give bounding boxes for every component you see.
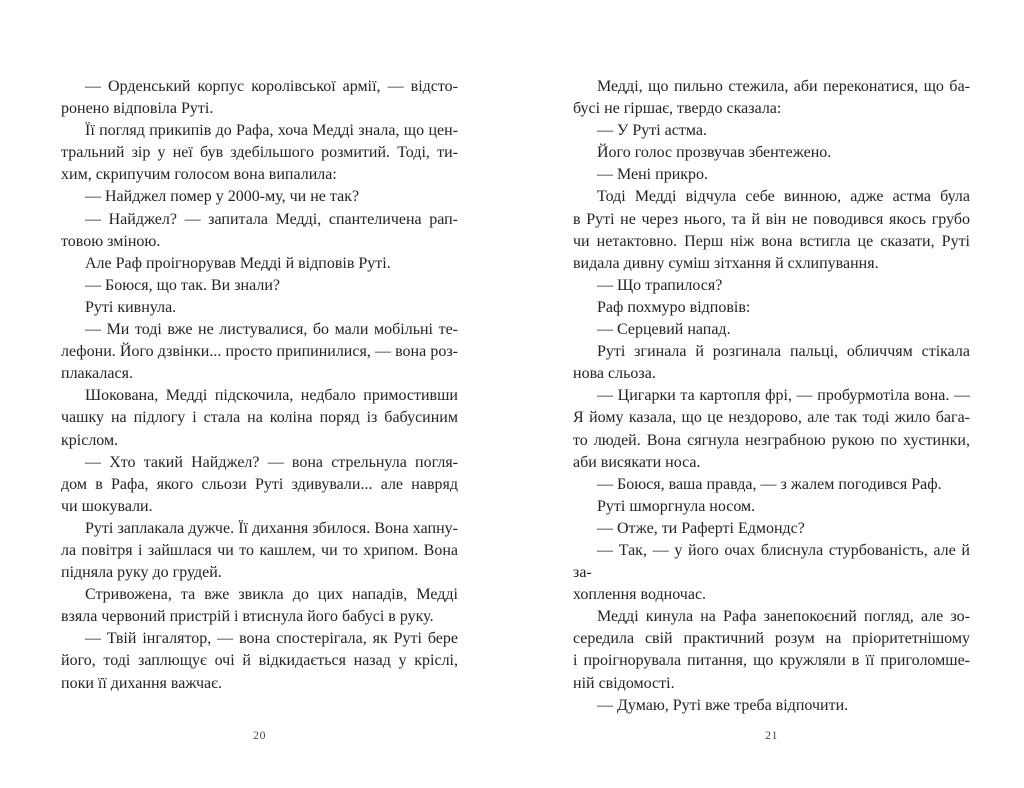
text-line: Руті шморгнула носом. <box>597 497 756 515</box>
left-page-text <box>61 76 458 695</box>
text-line: — Так, — у його очах блиснула стурбованість, але й за- <box>573 541 970 582</box>
text-line: Руті кивнула. <box>85 298 177 316</box>
text-line: Тоді Медді відчула себе винною, адже астма була <box>597 188 970 206</box>
text-line: плакалася. <box>61 365 133 383</box>
text-line: ла повітря і зайшлася чи то кашлем, чи то хрипом. Вона <box>61 541 458 559</box>
text-line: то людей. Вона сягнула незграбною рукою по хустинки, <box>573 431 970 449</box>
text-line: — Серцевий напад. <box>597 321 731 339</box>
right-page-text <box>573 76 970 717</box>
left-page-number: 20 <box>253 728 266 742</box>
text-line: — Твій інгалятор, — вона спостерігала, як Руті бере <box>85 630 458 648</box>
text-line: аби висякати носа. <box>573 453 701 471</box>
text-line: товою зміною. <box>61 232 161 250</box>
text-line: — Мені прикро. <box>597 166 709 184</box>
text-line: Її погляд прикипів до Рафа, хоча Медді знала, що цен- <box>85 122 458 140</box>
text-line: — Найджел помер у 2000-му, чи не так? <box>85 188 360 206</box>
text-line: Я йому казала, що це нездорово, але так тоді жило бага- <box>573 409 970 427</box>
text-line: в Руті не через нього, та й він не поводився якось грубо <box>573 210 970 228</box>
text-line: нова сльоза. <box>573 365 656 383</box>
page-left <box>61 0 458 788</box>
text-line: Медді кинула на Рафа занепокоєний погляд, але зо- <box>597 608 970 626</box>
text-line: і проігнорувала питання, що кружляли в її приголомше- <box>573 652 970 670</box>
text-line: ронено відповіла Руті. <box>61 100 214 118</box>
text-line: Медді, що пильно стежила, аби переконатися, що ба- <box>597 78 970 95</box>
text-line: ній свідомості. <box>573 674 675 692</box>
text-line: кріслом. <box>61 431 119 449</box>
text-line: видала дивну суміш зітхання й схлипування. <box>573 254 879 272</box>
text-line: — Цигарки та картопля фрі, — пробурмотіла вона. — <box>597 387 970 405</box>
text-line: Стривожена, та вже звикла до цих нападів, Медді <box>85 586 458 604</box>
text-line: підняла руку до грудей. <box>61 564 222 582</box>
text-line: — У Руті астма. <box>597 122 707 140</box>
text-line: взяла червоний пристрій і втиснула його бабусі в руку. <box>61 608 434 626</box>
text-line: лефони. Його дзвінки... просто припинилися, — вона роз- <box>61 343 458 361</box>
text-line: — Орденський корпус королівської армії, — відсто- <box>85 78 458 95</box>
text-line: — Боюся, ваша правда, — з жалем погодився Раф. <box>597 475 942 493</box>
text-line: Але Раф проігнорував Медді й відповів Руті. <box>85 254 391 272</box>
text-line: дом в Рафа, якого сльози Руті здивували... але навряд <box>61 475 458 493</box>
text-line: хоплення водночас. <box>573 586 707 604</box>
text-line: середила свій практичний розум на пріоритетнішому <box>573 630 970 648</box>
text-line: Раф похмуро відповів: <box>597 298 751 316</box>
text-line: чи шокували. <box>61 497 153 515</box>
page-right <box>573 0 970 788</box>
text-line: тральний зір у неї був здебільшого розмитий. Тоді, ти- <box>61 144 458 162</box>
text-line: хим, скрипучим голосом вона випалила: <box>61 166 337 184</box>
text-line: — Ми тоді вже не листувалися, бо мали мобільні те- <box>85 321 458 339</box>
text-line: Руті згинала й розгинала пальці, обличчям стікала <box>597 343 970 361</box>
text-line: — Хто такий Найджел? — вона стрельнула погля- <box>85 453 458 471</box>
text-line: — Боюся, що так. Ви знали? <box>85 276 280 294</box>
text-line: — Найджел? — запитала Медді, спантеличена рап- <box>85 210 458 228</box>
text-line: Його голос прозвучав збентежено. <box>597 144 832 162</box>
text-line: — Думаю, Руті вже треба відпочити. <box>597 696 849 714</box>
text-line: — Отже, ти Раферті Едмондс? <box>597 519 805 537</box>
text-line: бусі не гіршає, твердо сказала: <box>573 100 782 118</box>
text-line: його, тоді заплющує очі й відкидається назад у кріслі, <box>61 652 458 670</box>
text-line: Руті заплакала дужче. Її дихання збилося. Вона хапну- <box>85 519 458 537</box>
text-line: поки її дихання важчає. <box>61 674 222 692</box>
text-line: чи нетактовно. Перш ніж вона встигла це сказати, Руті <box>573 232 970 250</box>
text-line: — Що трапилося? <box>597 276 723 294</box>
text-line: Шокована, Медді підскочила, недбало примостивши <box>85 387 458 405</box>
text-line: чашку на підлогу і стала на коліна поряд із бабусиним <box>61 409 458 427</box>
right-page-number: 21 <box>765 728 778 742</box>
